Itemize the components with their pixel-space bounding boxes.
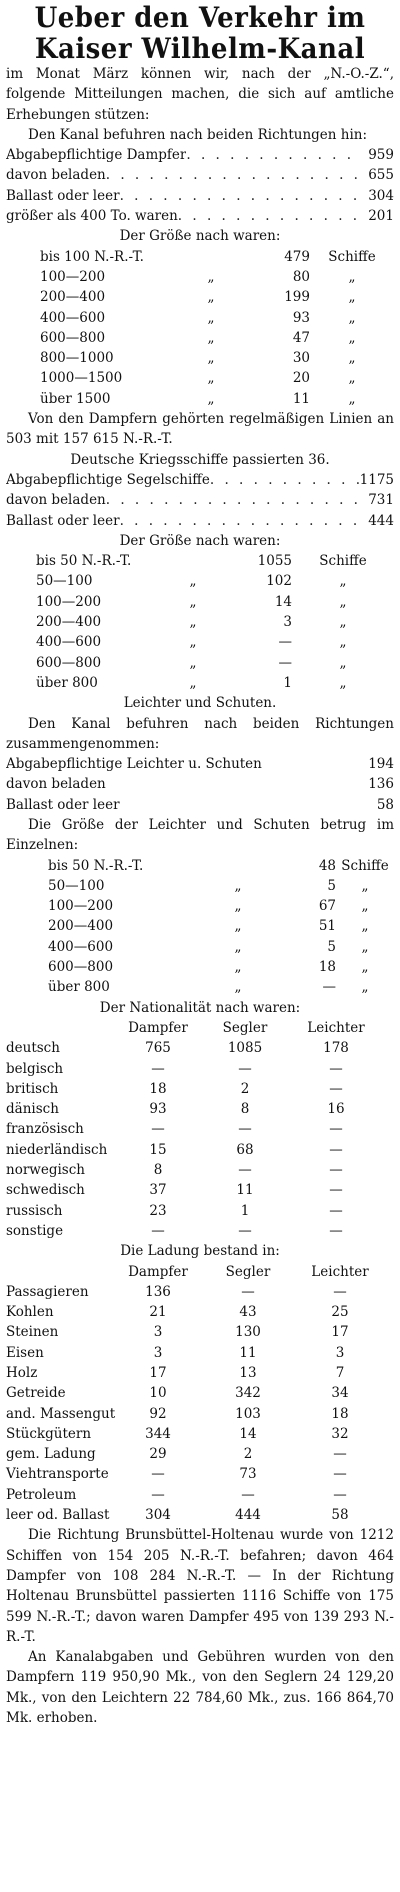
nation-row: russisch 23 1 — [6, 1202, 343, 1219]
cargo-row: Petroleum — — — [6, 1486, 347, 1503]
cargo-table [6, 1262, 394, 1526]
headline-line-2: Kaiser Wilhelm-Kanal [34, 32, 366, 65]
cargo-row: Passagieren 136 — — [6, 1283, 347, 1300]
intro-paragraph: im Monat März können wir, nach der „N.-O.-Z.“, folgende Mitteilungen machen, die sich auf amtliche Erhebungen stützen: [6, 66, 394, 123]
cargo-row: gem. Ladung 29 2 — [6, 1446, 347, 1463]
nation-row: dänisch 93 8 16 [6, 1101, 345, 1118]
size-row: 100—200 „ 80 „ [40, 268, 356, 285]
cargo-row: Viehtransporte — 73 — [6, 1466, 347, 1483]
size-row: 200—400 „ 3 „ [36, 614, 347, 631]
size-row: 600—800 „ 47 „ [40, 329, 356, 346]
nation-row: niederländisch 15 68 — [6, 1141, 343, 1158]
headline-line-1: Ueber den Verkehr im [34, 1, 366, 34]
abgaben-paragraph: An Kanalabgaben und Gebühren wurden von den Dampfern 119 950,90 Mk., von den Seglern 24 129,20 Mk., von den Leichtern 22 784,60 Mk., zus. 166 864,70 Mk. erhoben. [6, 1649, 394, 1727]
size-row: 600—800 „ 18 „ [48, 959, 369, 976]
cargo-row: Eisen 3 11 3 [6, 1344, 345, 1361]
dampfer-heading: Den Kanal befuhren nach beiden Richtungen hin: [28, 126, 368, 143]
size-row: 50—100 „ 102 „ [36, 573, 347, 590]
nation-row: französisch — — — [6, 1121, 343, 1138]
segler-size-table [6, 551, 394, 693]
cargo-row: Steinen 3 130 17 [6, 1324, 349, 1341]
segler-total-row: Abgabepflichtige Segelschiffe . . . 1175 [6, 470, 394, 490]
kriegsschiffe-line: Deutsche Kriegsschiffe passierten 36. [70, 451, 330, 468]
dampfer-total-row: größer als 400 To. waren . . . 201 [6, 206, 394, 226]
dampfer-size-heading: Der Größe nach waren: [119, 228, 281, 245]
nation-row: sonstige — — — [6, 1222, 343, 1239]
size-row: bis 100 N.-R.-T. 479 Schiffe [40, 248, 376, 265]
cargo-row: Getreide 10 342 34 [6, 1385, 349, 1402]
nation-row: britisch 18 2 — [6, 1080, 343, 1097]
nation-row: deutsch 765 1085 178 [6, 1040, 349, 1057]
leichter-total-row: davon beladen 136 [6, 776, 394, 793]
nation-header-row: Dampfer Segler Leichter [128, 1019, 365, 1036]
leichter-totals [6, 754, 394, 815]
segler-total-row: Ballast oder leer . . . 444 [6, 511, 394, 531]
dampfer-totals [6, 145, 394, 226]
size-row: über 1500 „ 11 „ [40, 390, 356, 407]
size-row: 400—600 „ — „ [36, 634, 347, 651]
cargo-heading: Die Ladung bestand in: [120, 1243, 280, 1260]
leichter-total-row: Abgabepflichtige Leichter u. Schuten 194 [6, 756, 394, 773]
leichter-intro: Den Kanal befuhren nach beiden Richtungen zusammengenommen: [6, 715, 394, 752]
dampfer-linien-paragraph: Von den Dampfern gehörten regelmäßigen Linien an 503 mit 157 615 N.-R.-T. [6, 411, 394, 448]
dampfer-size-table [6, 247, 394, 409]
leichter-size-heading: Die Größe der Leichter und Schuten betrug im Einzelnen: [6, 816, 394, 854]
nation-row: norwegisch 8 — — [6, 1162, 343, 1179]
size-row: 200—400 „ 51 „ [48, 918, 369, 935]
nation-heading: Der Nationalität nach waren: [99, 999, 301, 1016]
size-row: 800—1000 „ 30 „ [40, 350, 356, 367]
size-row: 1000—1500 „ 20 „ [40, 370, 356, 387]
size-row: bis 50 N.-R.-T. 1055 Schiffe [36, 553, 367, 570]
size-row: 100—200 „ 67 „ [48, 898, 369, 915]
dampfer-total-row: davon beladen . . . 655 [6, 165, 394, 185]
leichter-total-row: Ballast oder leer 58 [6, 796, 394, 813]
size-row: 50—100 „ 5 „ [48, 877, 369, 894]
cargo-row: and. Massengut 92 103 18 [6, 1405, 349, 1422]
newspaper-column [0, 2, 400, 1892]
nation-table [6, 1018, 394, 1241]
segler-size-heading: Der Größe nach waren: [119, 532, 281, 549]
cargo-row: Stückgütern 344 14 32 [6, 1425, 349, 1442]
size-row: über 800 „ 1 „ [36, 674, 347, 691]
dampfer-total-row: Ballast oder leer . . . 304 [6, 186, 394, 206]
segler-total-row: davon beladen . . . 731 [6, 490, 394, 510]
nation-row: belgisch — — — [6, 1060, 343, 1077]
cargo-row: leer od. Ballast 304 444 58 [6, 1507, 349, 1524]
cargo-row: Holz 17 13 7 [6, 1365, 345, 1381]
size-row: 400—600 „ 93 „ [40, 309, 356, 326]
cargo-row: Kohlen 21 43 25 [6, 1304, 349, 1321]
size-row: 600—800 „ — „ [36, 654, 347, 671]
size-row: über 800 „ — „ [48, 979, 369, 996]
leichter-size-table [6, 856, 394, 998]
size-row: bis 50 N.-R.-T. 48 Schiffe [48, 857, 389, 874]
segler-totals [6, 470, 394, 531]
nation-row: schwedisch 37 11 — [6, 1182, 343, 1199]
richtung-paragraph: Die Richtung Brunsbüttel-Holtenau wurde von 1212 Schiffen von 154 205 N.-R.-T. befahren; davon 464 Dampfer von 108 284 N.-R.-T. — In der Richtung Holtenau Brunsbüttel passierten 1116 Schiffe von 175 599 N.-R.-T.; davon waren Dampfer 495 von 139 293 N.-R.-T. [6, 1527, 394, 1645]
size-row: 200—400 „ 199 „ [40, 289, 356, 306]
leichter-heading: Leichter und Schuten. [123, 695, 277, 712]
dampfer-total-row: Abgabepflichtige Dampfer . . . 959 [6, 145, 394, 165]
size-row: 100—200 „ 14 „ [36, 593, 347, 610]
cargo-header-row: Dampfer Segler Leichter [128, 1263, 369, 1280]
size-row: 400—600 „ 5 „ [48, 938, 369, 955]
